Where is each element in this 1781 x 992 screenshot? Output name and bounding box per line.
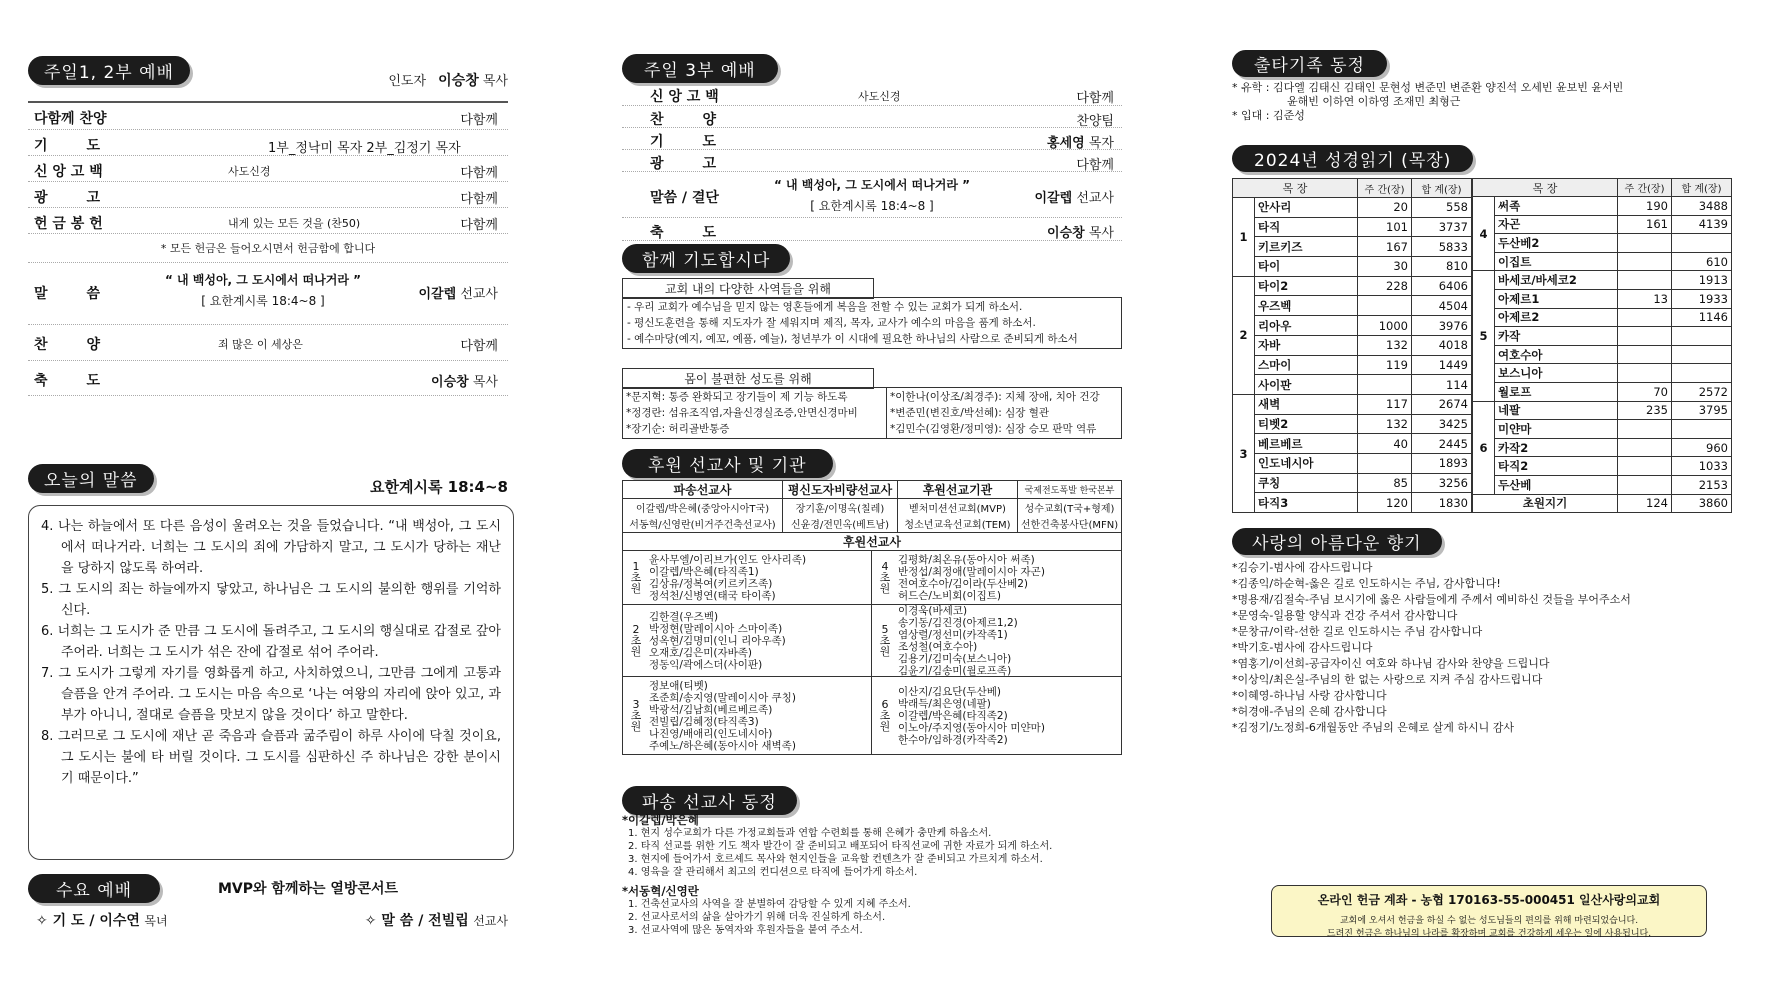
missionary-name: 주예노/하은혜(동아시아 새벽족) — [649, 739, 796, 752]
offering-note: * 모든 헌금은 들어오시면서 헌금함에 합니다 — [28, 233, 508, 262]
bible-group: 1 — [1233, 198, 1255, 277]
service-1-2-title: 주일1, 2부 예배 — [28, 56, 190, 85]
missionary-name: 박광석/김남희(베르베르족) — [649, 703, 773, 716]
bible-total-row: 초원지기 124 3860 — [1473, 494, 1732, 513]
missionary-name: 윤사무엘/이리브가(인도 안사리족) — [649, 553, 807, 566]
bible-group: 5 — [1473, 271, 1495, 401]
service-row: 기 도 1부_정낙미 목자 2부_김정기 목자 — [28, 129, 508, 155]
sermon-3-row: 말씀 / 결단 “ 내 백성아, 그 도시에서 떠나거라 ” [ 요한계시록 18:4~8 ] 이갈렙 선교사 — [622, 171, 1122, 217]
missionary-name: 이산지/김요단(두산베) — [898, 685, 1002, 698]
bible-row: 타직3 120 1830 — [1233, 493, 1472, 513]
service-3-table — [622, 83, 1122, 241]
group-label: 2 초 원 — [630, 623, 642, 658]
thanks-item: *김승기-범사에 감사드립니다 — [1232, 561, 1373, 574]
dispatch-item: 1. 현지 성수교회가 다른 가정교회들과 연합 수련회를 통해 은혜가 충만케 하옵소서. — [628, 828, 992, 839]
bible-row: 6 네팔 235 3795 — [1473, 401, 1732, 420]
prayer-item: - 우리 교회가 예수님을 믿지 않는 영혼들에게 복음을 전할 수 있는 교회가 되게 하소서. — [627, 301, 1023, 313]
sermon-ref: [ 요한계시록 18:4~8 ] — [201, 294, 325, 308]
wednesday-subtitle: MVP와 함께하는 열방콘서트 — [218, 881, 399, 897]
ministry-prayer-box — [622, 297, 1122, 349]
thanks-item: *허경애-주님의 은혜 감사합니다 — [1232, 705, 1387, 718]
missionary-name: 염상렬/정선미(카작족1) — [898, 628, 1008, 641]
sick-item: *문지혁: 통증 완화되고 장기들이 제 기능 하도록 — [626, 391, 848, 403]
thanks-item: *명용재/김절숙-주님 보시기에 옳은 사람들에게 주께서 예비하신 것들을 부어주소서 — [1232, 593, 1631, 606]
service-row: 신 앙 고 백 사도신경 다함께 — [28, 155, 508, 181]
verse: 6. 너희는 그 도시가 준 만큼 그 도시에 돌려주고, 그 도시의 행실대로 갑절로 갚아 주어라. 너희는 그 도시가 섞은 잔에 갑절로 섞어 주어라. — [41, 624, 501, 660]
bible-row: 쿠칭 85 3256 — [1233, 473, 1472, 493]
bible-row: 타이 30 810 — [1233, 257, 1472, 277]
thanks-item: *이혜영-하나님 사랑 감사합니다 — [1232, 689, 1387, 702]
bible-row: 티벳2 132 3425 — [1233, 414, 1472, 434]
bible-row: 스마이 119 1449 — [1233, 355, 1472, 375]
mission-title: 후원 선교사 및 기관 — [622, 449, 833, 478]
bible-row: 미얀마 — [1473, 420, 1732, 439]
missionary-name: 정동익/곽에스더(사이판) — [649, 658, 763, 671]
support-group — [623, 550, 872, 604]
bible-row: 인도네시아 1893 — [1233, 453, 1472, 473]
bible-group: 3 — [1233, 394, 1255, 512]
missionary-name: 나진영/배애리(인도네시아) — [649, 727, 773, 740]
thanks-item: *박기호-범사에 감사드립니다 — [1232, 641, 1373, 654]
dispatch-item: 3. 현지에 들어가서 호르셰드 목사와 현지인들을 교육할 컨텐츠가 잘 준비되고 가르치게 하소서. — [628, 854, 1043, 865]
service-3-row: 찬 양 찬양팀 — [622, 105, 1122, 127]
support-group — [872, 604, 1121, 676]
missionary-name: 조성철(여호수아) — [898, 640, 978, 653]
group-label: 6 초 원 — [879, 698, 891, 733]
bible-row: 2 타이2 228 6406 — [1233, 276, 1472, 296]
service-3-row: 광 고 다함께 — [622, 149, 1122, 171]
attendance-title: 출타기족 동정 — [1232, 50, 1387, 77]
bible-row: 3 새벽 117 2674 — [1233, 394, 1472, 414]
service-3-row: 신 앙 고 백 사도신경 다함께 — [650, 89, 1114, 106]
prayer-item: - 평신도훈련을 통해 지도자가 잘 세워지며 제직, 목자, 교사가 예수의 마음을 품게 하소서. — [627, 317, 1036, 329]
bible-row: 자곤 161 4139 — [1473, 215, 1732, 234]
service-row: 다함께 찬양 다함께 — [34, 111, 498, 128]
verse: 7. 그 도시가 그렇게 자기를 영화롭게 하고, 사치하였으니, 그만큼 그에게 고통과 슬픔을 안겨 주어라. 그 도시는 마음 속으로 ‘나는 여왕의 자리에 앉아 있고, 과부가 아니니, 절대로 슬픔을 맛보지 않을 것이다’ 하고 말한다. — [41, 666, 501, 723]
bible-row: 타직 101 3737 — [1233, 217, 1472, 237]
online-offering-box: 온라인 헌금 계좌 - 농협 170163-55-000451 일산사랑의교회 교회에 오셔서 헌금을 하실 수 없는 성도님들의 편의를 위해 마련되었습니다. 드려진 헌금은 하나님의 나라를 확장하며 교회를 건강하게 세우는 일에 사용됩니다. — [1271, 885, 1707, 937]
missionary-name: 정석천/신병연(태국 타이족) — [649, 589, 776, 602]
support-missionary-grid — [622, 550, 1122, 755]
thanks-item: *이상익/최은실-주님의 한 없는 사랑으로 지켜 주심 감사드립니다 — [1232, 673, 1543, 686]
bible-row: 리아우 1000 3976 — [1233, 316, 1472, 336]
group-label: 3 초 원 — [630, 698, 642, 733]
missionary-name: 이갈렙/박은혜(타직족2) — [898, 709, 1008, 722]
missionary-name: 이갈렙/박은혜(타직족1) — [649, 565, 759, 578]
service-row: 헌 금 봉 헌 내게 있는 모든 것을 (찬50) 다함께 — [28, 207, 508, 233]
bible-reading-tables — [1232, 178, 1732, 513]
support-group — [872, 550, 1121, 604]
verse: 4. 나는 하늘에서 또 다른 음성이 울려오는 것을 들었습니다. “내 백성아, 그 도시에서 떠나거라. 너희는 그 도시의 죄에 가담하지 말고, 그 도시가 당하는 재난을 당하지 않도록 하여라. — [41, 519, 501, 576]
dispatch-item: 1. 건축선교사의 사역을 잘 분별하여 감당할 수 있게 지혜 주소서. — [628, 899, 911, 910]
todays-word-ref: 요한계시록 18:4~8 — [370, 478, 508, 496]
love-title: 사랑의 아름다운 향기 — [1232, 528, 1442, 555]
sermon-title: “ 내 백성아, 그 도시에서 떠나거라 ” — [164, 273, 362, 287]
thanks-item: *김종익/하순혁-옳은 길로 인도하시는 주님, 감사합니다! — [1232, 577, 1501, 590]
bible-row: 아제르1 13 1933 — [1473, 289, 1732, 308]
thanks-item: *김정기/노정희-6개월동안 주님의 은혜로 살게 하시니 감사 — [1232, 721, 1515, 734]
bible-row: 여호수아 — [1473, 345, 1732, 364]
love-list — [1232, 560, 1631, 736]
wednesday-word: ✧ 말 씀 / 전빌립 선교사 — [364, 913, 508, 929]
missionary-name: 김한결(우즈벡) — [649, 610, 719, 623]
mission-table: 파송선교사 평신도자비량선교사 후원선교기관 국제전도폭발 한국본부 이갈렙/박은혜(중앙아시아T국) 장기훈/이명옥(칠레) 벧처미션선교회(MVP) 성수교회(T국+형제) 서동혁/신영란(비거주건축선교사) 신윤경/전민옥(베트남) 청소년교육선교회(TEM) 선한건축봉사단(MFN) 후원선교사 — [622, 480, 1122, 551]
dispatch-item: 4. 영육을 잘 관리해서 최고의 컨디션으로 타직에 들어가게 하소서. — [628, 867, 918, 878]
missionary-name: 성옥현/김명미(인니 리아우족) — [649, 634, 786, 647]
bible-row: 월로프 70 2572 — [1473, 382, 1732, 401]
dispatch-item: 3. 선교사역에 많은 동역자와 후원자들을 붙여 주소서. — [628, 925, 863, 936]
bible-row: 자바 132 4018 — [1233, 335, 1472, 355]
sick-item: *장기순: 허리골반통증 — [626, 423, 730, 435]
missionary-name: 박래득/최은영(네팔) — [898, 697, 991, 710]
missionary-name: 오재호/김은미(자바족) — [649, 646, 753, 659]
bible-row: 1 안사리 20 558 — [1233, 198, 1472, 218]
missionary-name: 한수아/임하경(카작족2) — [898, 733, 1008, 746]
sick-heading: 몸이 불편한 성도를 위해 — [622, 368, 874, 389]
blessing-row: 축 도 이승창 목사 — [28, 360, 508, 396]
bible-row: 키르키즈 167 5833 — [1233, 237, 1472, 257]
bible-row: 우즈벡 4504 — [1233, 296, 1472, 316]
missionary-name: 김상유/정복여(키르키즈족) — [649, 577, 773, 590]
attendance-info: * 유학 : 김다엘 김태신 김태인 문현성 변준민 변준환 양진석 오세빈 윤보빈 윤서빈 윤해빈 이하연 이하영 조재민 최형근 * 입대 : 김준성 — [1232, 81, 1624, 122]
missionary-name: 김용기/김미숙(보스니아) — [898, 652, 1012, 665]
dispatch-list — [622, 814, 1122, 937]
bible-row: 보스니아 — [1473, 364, 1732, 383]
sermon-row: 말 씀 “ 내 백성아, 그 도시에서 떠나거라 ” [ 요한계시록 18:4~8 ] 이갈렙 선교사 — [28, 262, 508, 324]
sick-item: *이한나(이상조/최경주): 지체 장애, 치아 건강 — [890, 391, 1100, 403]
leader-line: 인도자 이승창 목사 — [388, 73, 508, 89]
bible-table-left: 목 장 주 간(장) 합 계(장) 1 안사리 20 558 타직 101 3737 키르키즈 167 5833 타이 30 810 2 타이2 228 6406 우즈벡 4504 리아우 1000 3976 자바 132 4018 스마이 119 1449 사이판 114 3 새벽 117 2674 티벳2 132 3425 베르베르 40 2445 인도네시아 1893 쿠칭 85 3256 타직3 120 1830 — [1232, 178, 1472, 513]
bible-group: 4 — [1473, 197, 1495, 271]
sick-item: *김민수(김영환/정미영): 심장 승모 판막 역류 — [890, 423, 1097, 435]
service-3-title: 주일 3부 예배 — [622, 54, 778, 83]
group-label: 1 초 원 — [630, 560, 642, 595]
support-group — [623, 676, 872, 754]
service-row: 광 고 다함께 — [28, 181, 508, 207]
missionary-name: 박정현(말레이시아 스마이족) — [649, 622, 783, 635]
sick-item: *변준민(변진호/박선혜): 심장 혈관 — [890, 407, 1050, 419]
verse: 5. 그 도시의 죄는 하늘에까지 닿았고, 하나님은 그 도시의 불의한 행위를 기억하신다. — [41, 582, 501, 618]
scripture-box — [28, 505, 514, 860]
bible-row: 카작2 960 — [1473, 438, 1732, 457]
bible-row: 이집트 610 — [1473, 252, 1732, 271]
verse: 8. 그러므로 그 도시에 재난 곧 죽음과 슬픔과 굶주림이 하루 사이에 닥칠 것이요, 그 도시는 불에 타 버릴 것이다. 그 도시를 심판하신 주 하나님은 강한 분이시기 때문이다.” — [41, 729, 501, 786]
bible-row: 5 바세코/바세코2 1913 — [1473, 271, 1732, 290]
missionary-name: 이노아/주지영(동아시아 미얀마) — [898, 721, 1045, 734]
bible-row: 사이판 114 — [1233, 375, 1472, 395]
bible-table-right: 목 장 주 간(장) 합 계(장) 4 써족 190 3488 자곤 161 4139 두산베2 이집트 610 5 바세코/바세코2 1913 아제르1 13 1933 아제르2 1146 카작 여호수아 보스니아 월로프 70 2572 6 네팔 235 3795 미얀마 카작2 960 타직2 1033 두산베 2153 초원지기 124 3860 — [1472, 178, 1732, 513]
prayer-item: - 예수마당(예지, 예꼬, 예품, 예늘), 청년부가 이 시대에 필요한 하나님의 사람으로 준비되게 하소서 — [627, 333, 1078, 345]
thanks-item: *문영숙-일용할 양식과 건강 주셔서 감사합니다 — [1232, 609, 1458, 622]
support-group — [872, 676, 1121, 754]
missionary-name: 전빌립/김혜정(타직족3) — [649, 715, 759, 728]
missionary-name: 김윤기/김송미(월로프족) — [898, 664, 1012, 677]
bible-group: 2 — [1233, 276, 1255, 394]
missionary-name: 반정섭/최정애(말레이시아 자곤) — [898, 565, 1045, 578]
bible-group: 6 — [1473, 401, 1495, 494]
wednesday-title: 수요 예배 — [28, 874, 160, 903]
dispatch-name: *서동혁/신영란 — [622, 884, 699, 898]
bible-row: 두산베2 — [1473, 234, 1732, 253]
bible-row: 두산베 2153 — [1473, 475, 1732, 494]
bible-row: 4 써족 190 3488 — [1473, 197, 1732, 216]
wednesday-prayer: ✧ 기 도 / 이수연 목녀 — [36, 913, 168, 929]
missionary-name: 정보애(티벳) — [649, 679, 708, 692]
bible-row: 카작 — [1473, 327, 1732, 346]
missionary-name: 송기동/김진경(아제르1,2) — [898, 616, 1018, 629]
missionary-name: 전여호수아/김이라(두산베2) — [898, 577, 1028, 590]
dispatch-item: 2. 선교사로서의 삶을 살아가기 위해 더욱 진실하게 하소서. — [628, 912, 886, 923]
sick-item: *정경란: 섬유조직염,자율신경실조증,안면신경마비 — [626, 407, 858, 419]
missionary-name: 이경욱(바세코) — [898, 604, 968, 617]
group-label: 5 초 원 — [879, 623, 891, 658]
missionary-name: 조준희/송지영(말레이시아 쿠칭) — [649, 691, 796, 704]
service-1-2-table — [28, 101, 508, 396]
bible-row: 아제르2 1146 — [1473, 308, 1732, 327]
dispatch-name: *이갈렙/박은혜 — [622, 813, 699, 827]
prayer-title: 함께 기도합시다 — [622, 244, 790, 273]
bible-row: 타직2 1033 — [1473, 457, 1732, 476]
blessing-3-row: 축 도 이승창 목사 — [622, 217, 1122, 241]
bible-row: 베르베르 40 2445 — [1233, 434, 1472, 454]
sick-prayer-box — [622, 387, 1122, 439]
support-group — [623, 604, 872, 676]
thanks-item: *문창규/이락-선한 길로 인도하시는 주님 감사합니다 — [1232, 625, 1483, 638]
bible-reading-title: 2024년 성경읽기 (목장) — [1232, 145, 1473, 172]
missionary-name: 김평화/최온유(동아시아 써족) — [898, 553, 1035, 566]
service-3-row: 기 도 홍세영 목자 — [622, 127, 1122, 149]
ministry-heading: 교회 내의 다양한 사역들을 위해 — [622, 278, 874, 299]
dispatch-item: 2. 타직 선교를 위한 기도 책자 발간이 잘 준비되고 배포되어 타직선교에 귀한 자료가 되게 하소서. — [628, 841, 1053, 852]
group-label: 4 초 원 — [879, 560, 891, 595]
thanks-item: *염홍기/이선희-공급자이신 여호와 하나님 감사와 찬양을 드립니다 — [1232, 657, 1550, 670]
dispatch-title: 파송 선교사 동정 — [622, 786, 797, 815]
hymn-row: 찬 양 죄 많은 이 세상은 다함께 — [28, 324, 508, 360]
missionary-name: 허드슨/노비회(이집트) — [898, 589, 1002, 602]
todays-word-title: 오늘의 말씀 — [28, 464, 154, 493]
